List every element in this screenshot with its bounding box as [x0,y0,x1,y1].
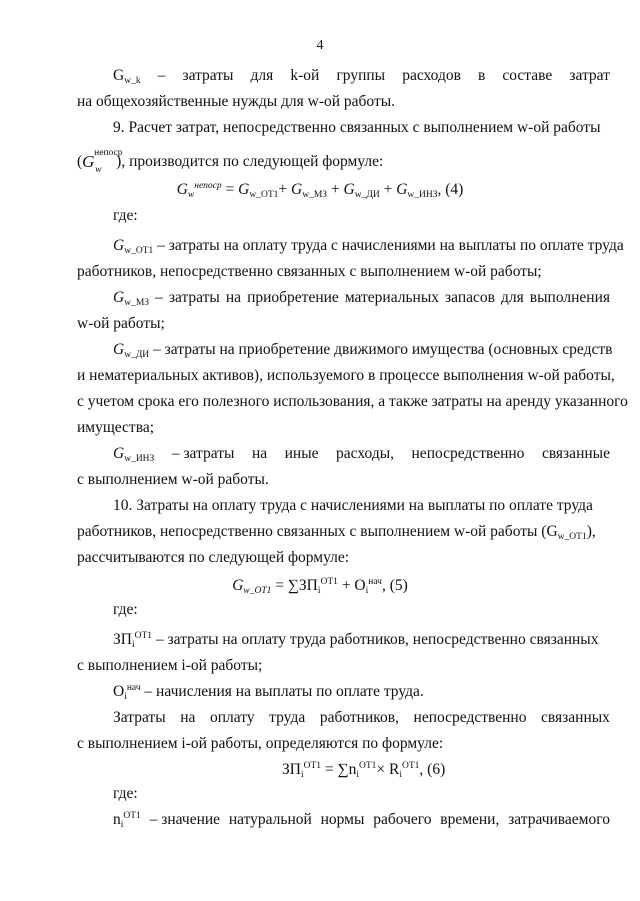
para9-line2: ( G непоср w ), производится по следующей формуле: [77,148,384,176]
formula-4: $G_w^{непоср} = G_{w\_ОТ1}+ G_{w\_МЗ} + G_{w\_ДИ} + G_{w\_ИНЗ}$, (4) [176,181,464,200]
def-onach-line: $О_i^{нач}$ – начисления на выплаты по оплате труда. [113,683,424,702]
para10-line3: рассчитываются по следующей формуле: [77,549,350,566]
def-gwk-line2: на общехозяйственные нужды для w-ой работы. [77,93,396,110]
gw-nepoср-symbol: G непоср w [82,148,123,176]
def-gwk-line1: $G_{w\_k}$ – затраты для k-ой группы расходов в составе затрат [113,67,610,86]
where-label-2: где: [113,601,138,618]
para10-line2: работников, непосредственно связанных с выполнением w-ой работы $(G_{w\_ОТ1})$, [77,523,596,542]
def-mz-line2: w-ой работы; [77,315,165,332]
def-n-line1: $n_i^{ОТ1}$ – значение натуральной нормы рабочего времени, затрачиваемого [113,811,610,830]
def-zp-line1: $ЗП_i^{ОТ1}$ – затраты на оплату труда работников, непосредственно связанных [113,631,599,650]
def-ot1-line1: $G_{w\_ОТ1}$ – затраты на оплату труда с начислениями на выплаты по оплате труда [113,237,624,256]
where-label-1: где: [113,207,138,224]
symbol-g: G [113,67,125,84]
def-ot1-line2: работников, непосредственно связанных с выполнением w-ой работы; [77,263,542,280]
where-label-3: где: [113,785,138,802]
def-di-line1: $G_{w\_ДИ}$ – затраты на приобретение движимого имущества (основных средств [113,341,613,360]
def-di-line2: и нематериальных активов), используемого в процессе выполнения w-ой работы, [77,367,615,384]
para9-line1: 9. Расчет затрат, непосредственно связанных с выполнением w-ой работы [113,119,601,136]
def-inz-line1: $G_{w\_ИНЗ}$ – затраты на иные расходы, непосредственно связанные [113,445,610,464]
def-di-line4: имущества; [77,419,155,436]
def-zp-line2: с выполнением i-ой работы; [77,657,263,674]
def-di-line3: с учетом срока его полезного использования, а также затраты на аренду указанного [77,393,628,410]
page-number: 4 [316,38,324,53]
formula-5: $G_{w\_ОТ1} = \sum ЗП_i^{ОТ1} + О_i^{нач}$, (5) [232,577,408,596]
def-mz-line1: $G_{w\_МЗ}$ – затраты на приобретение материальных запасов для выполнения [113,289,610,308]
formula-6: $ЗП_i^{ОТ1} = \sum n_i^{ОТ1}\times R_i^{ОТ1}$, (6) [282,761,446,780]
para11-line2: с выполнением i-ой работы, определяются по формуле: [77,735,444,752]
para11-line1: Затраты на оплату труда работников, непосредственно связанных [113,709,610,726]
def-inz-line2: с выполнением w-ой работы. [77,471,269,488]
para10-line1: 10. Затраты на оплату труда с начислениями на выплаты по оплате труда [113,497,593,514]
symbol-sub: w_k [124,76,141,86]
